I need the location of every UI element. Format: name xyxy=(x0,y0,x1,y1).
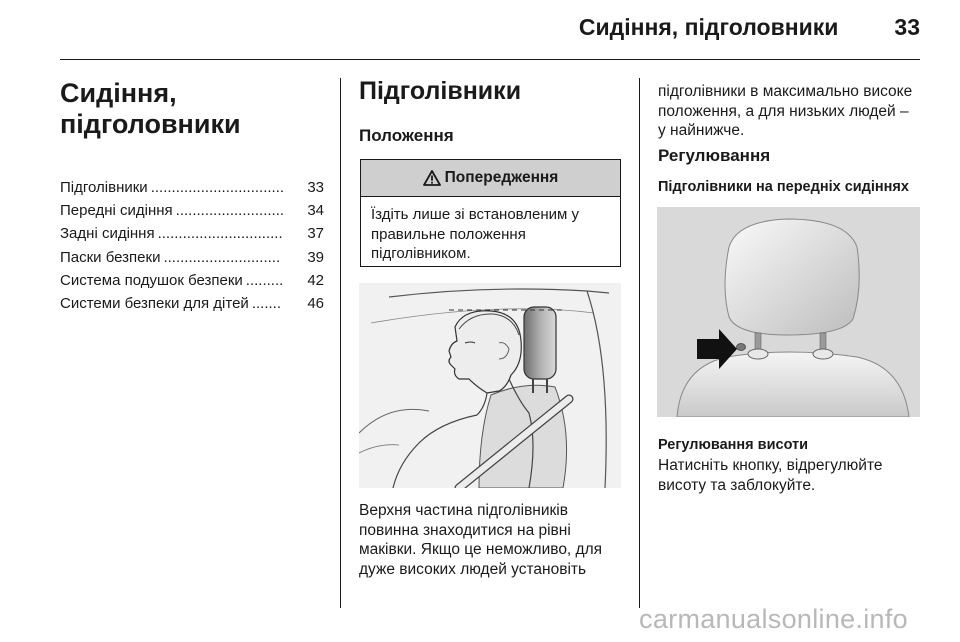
toc-item[interactable] xyxy=(60,246,324,269)
headrest-button-illustration xyxy=(657,207,920,417)
toc-item[interactable] xyxy=(60,199,324,222)
warning-triangle-icon xyxy=(423,170,441,186)
paragraph-line: підголівники в максимально високе xyxy=(658,83,913,100)
toc-leader: ......... xyxy=(245,271,284,289)
chapter-title-line1: Сидіння, xyxy=(60,78,177,108)
toc-leader: ....... xyxy=(251,295,281,313)
paragraph-line: дуже високих людей установіть xyxy=(359,560,587,578)
warning-box xyxy=(360,159,621,267)
toc-label: Передні сидіння xyxy=(60,202,173,220)
adjustment-heading: Регулювання xyxy=(658,146,771,165)
toc-page: 37 xyxy=(307,225,324,243)
paragraph-line: Натисніть кнопку, відрегулюйте xyxy=(658,457,883,474)
toc-page: 39 xyxy=(307,248,324,266)
watermark-text: carmanualsonline.info xyxy=(639,604,908,634)
headrest-position-illustration xyxy=(359,283,621,488)
paragraph-line: повинна знаходитися на рівні xyxy=(359,521,571,539)
paragraph-line: висоту та заблокуйте. xyxy=(658,476,816,494)
toc-item[interactable] xyxy=(60,222,324,245)
page-number: 33 xyxy=(894,14,920,40)
toc-item[interactable] xyxy=(60,269,324,292)
toc-label: Паски безпеки xyxy=(60,248,161,266)
warning-title: Попередження xyxy=(444,169,559,186)
front-seats-heading: Підголівники на передніх сидіннях xyxy=(658,179,909,195)
paragraph-line: маківки. Якщо це неможливо, для xyxy=(359,541,603,558)
warning-line: Їздіть лише зі встановленим у xyxy=(371,206,580,223)
height-adjust-paragraph xyxy=(658,456,928,495)
toc-label: Підголівники xyxy=(60,179,148,196)
section-title: Підголівники xyxy=(359,77,522,105)
toc-page: 42 xyxy=(307,271,324,289)
toc-item[interactable] xyxy=(60,176,324,199)
warning-header xyxy=(361,160,620,197)
toc-leader: ................................ xyxy=(150,179,285,196)
height-adjust-heading: Регулювання висоти xyxy=(658,437,809,453)
position-paragraph xyxy=(359,501,629,579)
warning-line: підголівником. xyxy=(371,245,471,262)
position-heading: Положення xyxy=(359,126,454,145)
column-divider-2 xyxy=(639,78,640,608)
warning-line: правильне положення xyxy=(371,225,526,243)
driver-profile-illustration xyxy=(359,283,621,488)
toc-label: Задні сидіння xyxy=(60,225,155,243)
chapter-title-line2: підголовники xyxy=(60,109,241,139)
header-rule xyxy=(60,59,920,60)
continued-paragraph xyxy=(658,82,933,141)
headrest-adjust-illustration xyxy=(657,207,920,417)
column-divider-1 xyxy=(340,78,341,608)
paragraph-line: у найнижче. xyxy=(658,122,745,139)
table-of-contents xyxy=(60,176,324,315)
toc-page: 46 xyxy=(307,295,324,313)
paragraph-line: положення, а для низьких людей – xyxy=(658,102,909,120)
toc-leader: .............................. xyxy=(157,225,283,243)
chapter-title xyxy=(60,78,330,140)
warning-text xyxy=(361,197,620,264)
running-title: Сидіння, підголовники xyxy=(578,14,839,40)
toc-item[interactable] xyxy=(60,292,324,315)
running-head xyxy=(579,14,920,41)
paragraph-line: Верхня частина підголівників xyxy=(359,502,568,519)
toc-page: 34 xyxy=(307,202,324,220)
toc-page: 33 xyxy=(307,179,324,196)
toc-label: Система подушок безпеки xyxy=(60,271,243,289)
toc-leader: .......................... xyxy=(175,202,285,220)
toc-label: Системи безпеки для дітей xyxy=(60,295,249,313)
toc-leader: ............................ xyxy=(163,248,281,266)
